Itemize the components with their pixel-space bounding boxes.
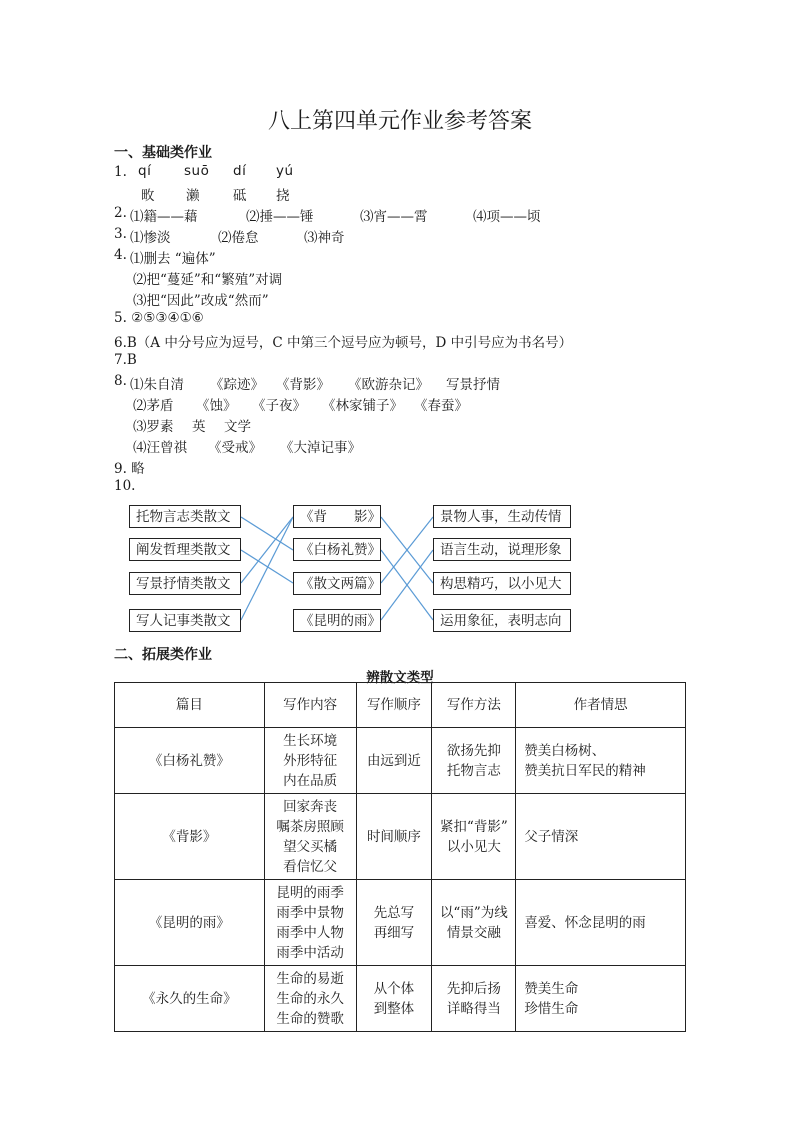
q8-line4-author: ⑷汪曾祺 (133, 440, 187, 456)
row-method (432, 794, 516, 880)
match-right-4: 运用象征，表明志向 (433, 609, 571, 632)
content-line: 昆明的雨季 (276, 884, 344, 901)
q4-number: 4. (114, 247, 127, 263)
content-line: 外形特征 (283, 752, 338, 769)
row-order (356, 794, 432, 880)
order-line: 先总写 (373, 904, 415, 921)
link-line (241, 517, 293, 583)
method-line: 详略得当 (446, 1000, 501, 1017)
feeling-line: 赞美白杨树、 (524, 742, 606, 759)
link-line (381, 550, 433, 620)
content-line: 雨季中人物 (276, 924, 344, 941)
q3-item-3: ⑶神奇 (304, 230, 345, 246)
match-right-3: 构思精巧，以小见大 (433, 572, 571, 595)
q1-number: 1. (114, 164, 127, 180)
method-line: 以“雨”为线 (439, 904, 508, 921)
q9-answer: 9. 略 (114, 461, 145, 477)
q8-line4-work2: 《大淖记事》 (280, 440, 361, 456)
q1-char-2: 濑 (186, 188, 200, 204)
link-line (241, 517, 293, 620)
row-feeling (516, 880, 686, 966)
method-line: 先抑后扬 (446, 980, 501, 997)
q8-line1-work1: 《踪迹》 (210, 377, 264, 393)
q1-char-1: 畋 (141, 188, 155, 204)
content-line: 生命的永久 (276, 990, 344, 1007)
feeling-line: 喜爱、怀念昆明的雨 (524, 914, 646, 931)
q8-line1-work3: 《欧游杂记》 (348, 377, 429, 393)
match-left-2: 阐发哲理类散文 (129, 538, 241, 561)
match-right-1: 景物人事，生动传情 (433, 505, 571, 528)
row-method (432, 966, 516, 1032)
q1-char-3: 砥 (233, 188, 247, 204)
row-title: 《背影》 (115, 794, 265, 880)
content-line: 看信忆父 (283, 858, 338, 875)
match-middle-2: 《白杨礼赞》 (293, 538, 381, 561)
row-content (264, 728, 356, 794)
q8-line1-work2: 《背影》 (276, 377, 330, 393)
link-line (381, 550, 433, 620)
order-line: 从个体 (373, 980, 415, 997)
content-line: 雨季中活动 (276, 944, 344, 961)
q2-item-4: ⑷项——顷 (473, 209, 541, 225)
match-left-4: 写人记事类散文 (129, 609, 241, 632)
q10-number: 10. (114, 478, 136, 494)
q8-line3-field: 文学 (224, 419, 251, 435)
row-feeling (516, 794, 686, 880)
content-line: 回家奔丧 (283, 798, 338, 815)
feeling-line: 珍惜生命 (524, 1000, 579, 1017)
row-feeling (516, 728, 686, 794)
feeling-line: 父子情深 (524, 828, 579, 845)
q8-line3-author: ⑶罗素 (133, 419, 174, 435)
q4-line-3: ⑶把“因此”改成“然而” (133, 293, 269, 309)
row-order (356, 966, 432, 1032)
row-order (356, 728, 432, 794)
method-line: 欲扬先抑 (446, 742, 501, 759)
q1-pinyin-2: suō (184, 163, 210, 179)
order-line: 再细写 (373, 924, 415, 941)
match-middle-1: 《背 影》 (293, 505, 381, 528)
match-middle-4: 《昆明的雨》 (293, 609, 381, 632)
q6-answer: 6.B（A 中分号应为逗号，C 中第三个逗号应为顿号，D 中引号应为书名号） (114, 335, 573, 351)
q8-line3-country: 英 (192, 419, 206, 435)
method-line: 情景交融 (446, 924, 501, 941)
table-row (115, 728, 686, 794)
q2-number: 2. (114, 205, 127, 221)
q8-line2-work1: 《蚀》 (196, 398, 237, 414)
match-right-2: 语言生动，说理形象 (433, 538, 571, 561)
order-line: 时间顺序 (366, 828, 421, 845)
row-title: 《白杨礼赞》 (115, 728, 265, 794)
q4-line-1: ⑴删去 “遍体” (130, 251, 216, 267)
content-line: 生命的赞歌 (276, 1010, 344, 1027)
order-line: 由远到近 (366, 752, 421, 769)
q8-line2-work4: 《春蚕》 (414, 398, 468, 414)
q3-item-1: ⑴惨淡 (130, 230, 171, 246)
q2-item-3: ⑶宵——霄 (360, 209, 428, 225)
section-heading-extended: 二、拓展类作业 (114, 647, 212, 663)
q8-number: 8. (114, 373, 127, 389)
content-line: 生长环境 (283, 732, 338, 749)
content-line: 内在品质 (283, 772, 338, 789)
q8-line1-genre: 写景抒情 (446, 377, 500, 393)
q3-number: 3. (114, 226, 127, 242)
essay-type-table (114, 682, 686, 1032)
q8-line1-author: ⑴朱自清 (130, 377, 184, 393)
match-left-1: 托物言志类散文 (129, 505, 241, 528)
row-method (432, 728, 516, 794)
row-content (264, 966, 356, 1032)
q1-pinyin-3: dí (233, 163, 247, 179)
table-row (115, 794, 686, 880)
feeling-line: 赞美抗日军民的精神 (524, 762, 646, 779)
link-line (381, 517, 433, 583)
q7-answer: 7.B (114, 352, 137, 368)
q2-item-1: ⑴籍——藉 (130, 209, 198, 225)
order-line: 到整体 (373, 1000, 415, 1017)
content-line: 望父买橘 (283, 838, 338, 855)
q8-line2-author: ⑵茅盾 (133, 398, 174, 414)
header-method: 写作方法 (432, 683, 516, 728)
q8-line2-work2: 《子夜》 (252, 398, 306, 414)
match-middle-3: 《散文两篇》 (293, 572, 381, 595)
row-content (264, 880, 356, 966)
row-method (432, 880, 516, 966)
row-title: 《永久的生命》 (115, 966, 265, 1032)
header-order: 写作顺序 (356, 683, 432, 728)
method-line: 托物言志 (446, 762, 501, 779)
content-line: 嘱茶房照顾 (276, 818, 344, 835)
match-left-3: 写景抒情类散文 (129, 572, 241, 595)
method-line: 以小见大 (446, 838, 501, 855)
table-header-row (115, 683, 686, 728)
row-feeling (516, 966, 686, 1032)
method-line: 紧扣“背影” (439, 818, 508, 835)
row-content (264, 794, 356, 880)
page-title: 八上第四单元作业参考答案 (267, 109, 532, 134)
q1-char-4: 挠 (276, 188, 290, 204)
header-title: 篇目 (115, 683, 265, 728)
table-row (115, 880, 686, 966)
table-caption: 辨散文类型 (366, 670, 434, 686)
q1-pinyin-1: qí (138, 163, 152, 179)
row-title: 《昆明的雨》 (115, 880, 265, 966)
header-feeling: 作者情思 (516, 683, 686, 728)
row-order (356, 880, 432, 966)
q8-line4-work1: 《受戒》 (208, 440, 262, 456)
table-row (115, 966, 686, 1032)
header-content: 写作内容 (264, 683, 356, 728)
q5-answer: 5. ②⑤③④①⑥ (114, 310, 204, 326)
link-line (381, 517, 433, 583)
feeling-line: 赞美生命 (524, 980, 579, 997)
link-line (241, 550, 293, 583)
q8-line2-work3: 《林家铺子》 (322, 398, 403, 414)
q3-item-2: ⑵倦怠 (218, 230, 259, 246)
content-line: 雨季中景物 (276, 904, 344, 921)
section-heading-basic: 一、基础类作业 (114, 145, 212, 161)
q1-pinyin-4: yú (276, 163, 294, 179)
q2-item-2: ⑵捶——锤 (246, 209, 314, 225)
q4-line-2: ⑵把“蔓延”和“繁殖”对调 (133, 272, 283, 288)
content-line: 生命的易逝 (276, 970, 344, 987)
link-line (241, 517, 293, 550)
